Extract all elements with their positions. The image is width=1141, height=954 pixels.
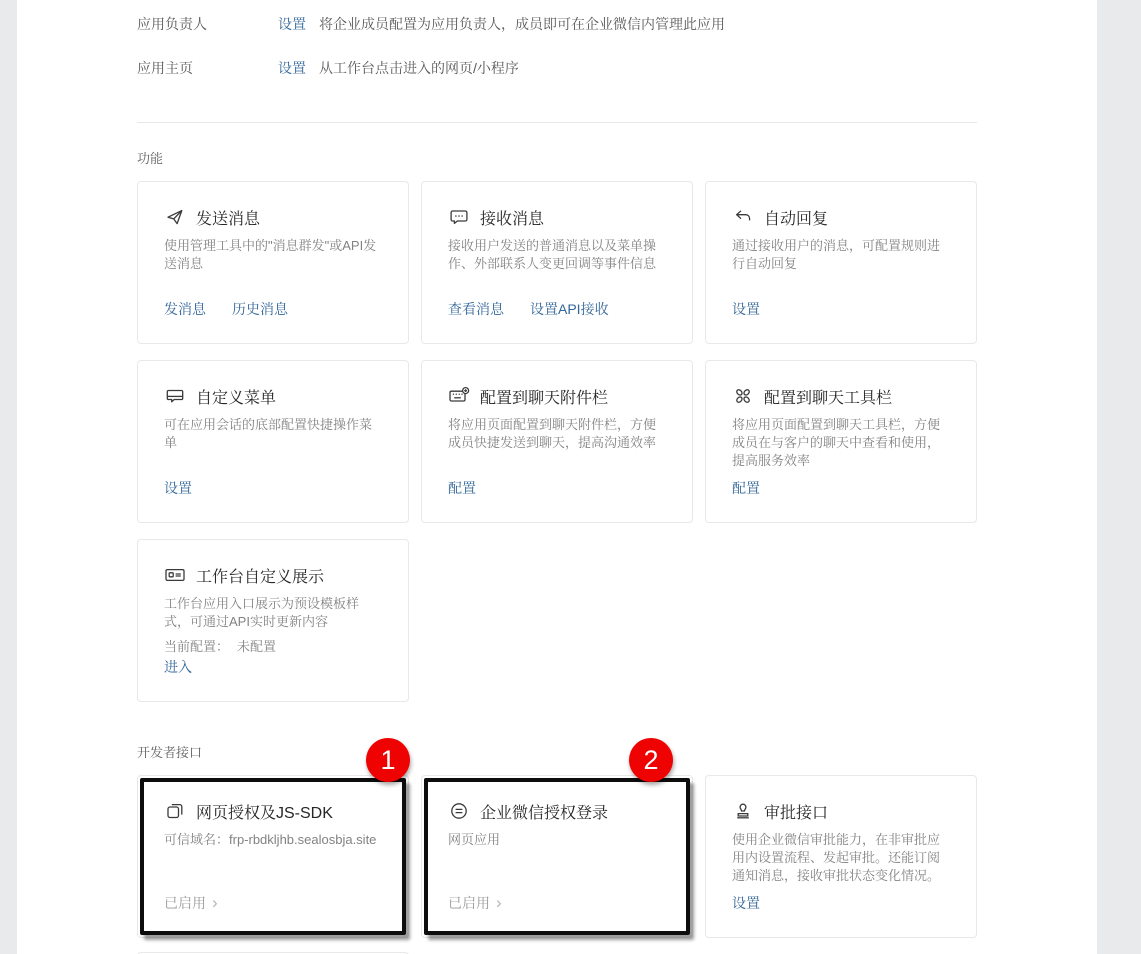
trusted-domain: 可信域名：frp-rbdkljhb.sealosbja.site: [164, 832, 377, 847]
feature-card-custom-menu: [137, 360, 409, 523]
card-description: 将应用页面配置到聊天工具栏，方便成员在与客户的聊天中查看和使用，提高服务效率: [732, 417, 941, 468]
app-homepage-label: 应用主页: [137, 60, 193, 76]
annotation-badge-2: 2: [629, 738, 673, 782]
settings-section: [137, 14, 977, 102]
features-section-label: 功能: [137, 151, 164, 166]
annotation-badge-1: 1: [366, 738, 410, 782]
dev-card-approval-api: [705, 775, 977, 938]
history-message-link[interactable]: 历史消息: [232, 301, 288, 317]
attachment-bar-config-link[interactable]: 配置: [448, 480, 476, 496]
feature-card-send-message: [137, 181, 409, 344]
feature-card-receive-message: [421, 181, 693, 344]
section-divider: [137, 122, 977, 123]
feature-card-auto-reply: [705, 181, 977, 344]
view-message-link[interactable]: 查看消息: [448, 301, 504, 317]
card-description: 将应用页面配置到聊天附件栏，方便成员快捷发送到聊天，提高沟通效率: [448, 417, 657, 450]
card-title: 自动回复: [764, 210, 829, 228]
auto-reply-set-link[interactable]: 设置: [732, 301, 760, 317]
chevron-right-icon: ›: [496, 893, 502, 912]
attachment-bar-icon: [448, 386, 470, 406]
feature-card-attachment-bar: [421, 360, 693, 523]
card-description: 可在应用会话的底部配置快捷操作菜单: [164, 417, 373, 450]
setting-row-app-homepage: [137, 58, 977, 102]
card-title: 网页授权及JS-SDK: [196, 804, 333, 822]
card-description: 接收用户发送的普通消息以及菜单操作、外部联系人变更回调等事件信息: [448, 238, 657, 271]
config-value: 未配置: [237, 639, 277, 654]
card-description: 使用管理工具中的"消息群发"或API发送消息: [164, 238, 377, 271]
chevron-right-icon: ›: [212, 893, 218, 912]
workbench-current-config: 当前配置： 未配置: [164, 639, 277, 654]
wecom-login-enabled-link[interactable]: 已启用 ›: [448, 893, 502, 912]
card-title: 工作台自定义展示: [196, 568, 325, 586]
wecom-login-icon: [448, 801, 470, 821]
card-title: 配置到聊天工具栏: [764, 389, 893, 407]
app-settings-panel: [17, 0, 1097, 954]
send-icon: [164, 207, 186, 227]
reply-icon: [732, 207, 754, 227]
card-title: 企业微信授权登录: [480, 804, 609, 822]
custom-menu-set-link[interactable]: 设置: [164, 480, 192, 496]
developer-section-label: 开发者接口: [137, 745, 203, 760]
receive-message-icon: [448, 207, 470, 227]
app-owner-description: 将企业成员配置为应用负责人，成员即可在企业微信内管理此应用: [319, 16, 725, 32]
approval-set-link[interactable]: 设置: [732, 895, 760, 911]
card-description: 工作台应用入口展示为预设模板样式，可通过API实时更新内容: [164, 596, 360, 629]
card-title: 发送消息: [196, 210, 261, 228]
menu-bubble-icon: [164, 386, 186, 406]
card-title: 配置到聊天附件栏: [480, 389, 609, 407]
web-auth-icon: [164, 801, 186, 821]
card-title: 审批接口: [764, 804, 829, 822]
chat-toolbar-icon: [732, 386, 754, 406]
app-homepage-set-link[interactable]: 设置: [278, 60, 306, 76]
app-homepage-description: 从工作台点击进入的网页/小程序: [319, 60, 519, 76]
approval-stamp-icon: [732, 801, 754, 821]
setting-row-app-owner: [137, 14, 977, 58]
chat-toolbar-config-link[interactable]: 配置: [732, 480, 760, 496]
feature-card-workbench-display: [137, 539, 409, 702]
workbench-enter-link[interactable]: 进入: [164, 659, 192, 675]
card-title: 接收消息: [480, 210, 545, 228]
workbench-icon: [164, 565, 186, 585]
features-card-grid: [137, 181, 977, 702]
app-owner-set-link[interactable]: 设置: [278, 16, 306, 32]
web-auth-enabled-link[interactable]: 已启用 ›: [164, 893, 218, 912]
set-api-receive-link[interactable]: 设置API接收: [530, 301, 609, 317]
dev-card-wecom-auth-login[interactable]: [421, 744, 693, 938]
card-description: 使用企业微信审批能力，在非审批应用内设置流程、发起审批。还能订阅通知消息，接收审批状态变化情况。: [732, 832, 941, 883]
send-message-link[interactable]: 发消息: [164, 301, 206, 317]
feature-card-chat-toolbar: [705, 360, 977, 523]
card-description: 网页应用: [448, 832, 501, 847]
card-description: 通过接收用户的消息，可配置规则进行自动回复: [732, 238, 941, 271]
card-title: 自定义菜单: [196, 389, 277, 407]
app-owner-label: 应用负责人: [137, 16, 207, 32]
